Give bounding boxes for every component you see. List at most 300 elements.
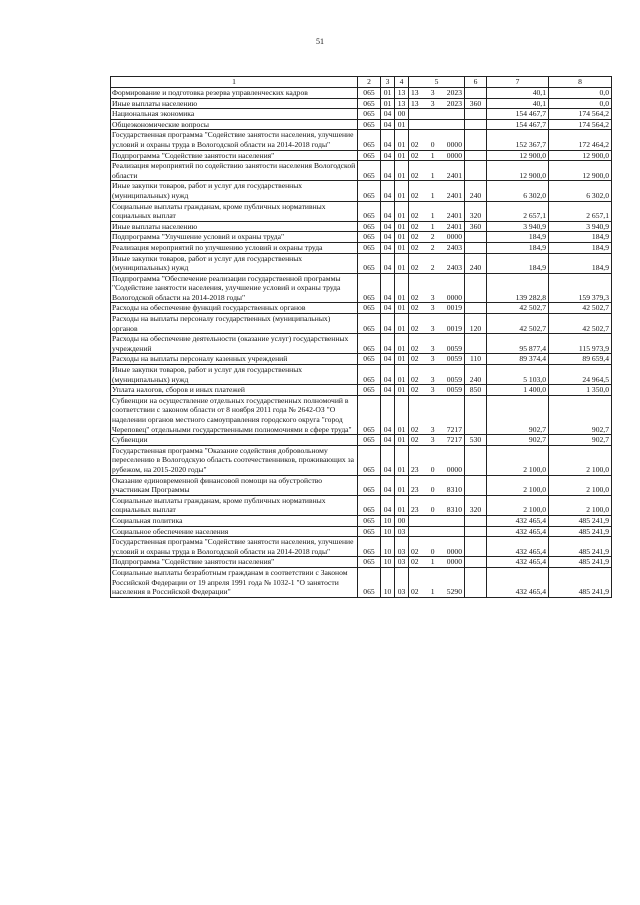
subsection-code: 01: [395, 385, 409, 396]
target-article-part: 1: [430, 211, 435, 221]
target-article-parts: [410, 88, 463, 98]
target-article-part: 0019: [446, 303, 462, 313]
table-row: [111, 253, 612, 273]
amount-year-1: 902,7: [487, 435, 549, 446]
row-name: Субвенции на осуществление отдельных государственных полномочий в соответствии с законом области от 8 ноября 2011 года № 2642-ОЗ "О наделении органов местного самоуправления городского округа "город Череповец" отдельными государственными полномочиями в сфере труда": [111, 395, 358, 434]
target-article-part: 02: [411, 303, 419, 313]
target-article-code: [409, 445, 465, 475]
target-article-parts: [410, 505, 463, 515]
target-article-part: 2: [430, 263, 435, 273]
grbs-code: 065: [358, 365, 381, 385]
table-row: [111, 365, 612, 385]
subsection-code: 01: [395, 435, 409, 446]
subsection-code: 01: [395, 181, 409, 201]
table-row: [111, 130, 612, 150]
amount-year-1: 12 900,0: [487, 150, 549, 161]
section-code: 04: [381, 395, 395, 434]
amount-year-2: 485 241,9: [549, 526, 612, 537]
grbs-code: 065: [358, 515, 381, 526]
subsection-code: 13: [395, 98, 409, 109]
expense-type-code: [465, 567, 487, 597]
target-article-parts: [410, 385, 463, 395]
amount-year-1: 40,1: [487, 98, 549, 109]
amount-year-1: 2 657,1: [487, 201, 549, 221]
amount-year-1: 152 367,7: [487, 130, 549, 150]
target-article-part: 0000: [446, 557, 462, 567]
row-name: Расходы на обеспечение функций государственных органов: [111, 303, 358, 314]
subsection-code: 01: [395, 314, 409, 334]
table-row: [111, 495, 612, 515]
target-article-part: 02: [411, 323, 419, 333]
section-code: 04: [381, 201, 395, 221]
target-article-code: [409, 201, 465, 221]
row-name: Социальные выплаты гражданам, кроме публичных нормативных социальных выплат: [111, 495, 358, 515]
target-article-part: 7217: [446, 435, 462, 445]
amount-year-2: 159 379,3: [549, 273, 612, 303]
expense-type-code: [465, 273, 487, 303]
grbs-code: 065: [358, 557, 381, 568]
expense-type-code: [465, 515, 487, 526]
target-article-part: 02: [411, 435, 419, 445]
section-code: 10: [381, 526, 395, 537]
target-article-part: 3: [430, 88, 435, 97]
amount-year-1: 432 465,4: [487, 537, 549, 557]
row-name: Национальная экономика: [111, 109, 358, 120]
target-article-part: 2401: [446, 221, 462, 231]
header-cell: 8: [549, 77, 612, 88]
target-article-part: 3: [430, 343, 435, 353]
target-article-code: [409, 365, 465, 385]
table-row: [111, 354, 612, 365]
grbs-code: 065: [358, 98, 381, 109]
amount-year-1: 5 103,0: [487, 365, 549, 385]
subsection-code: 01: [395, 303, 409, 314]
header-row: [111, 77, 612, 88]
target-article-part: 2: [430, 232, 435, 242]
table-row: [111, 526, 612, 537]
target-article-part: 02: [411, 150, 419, 160]
budget-table: [110, 76, 612, 598]
target-article-parts: [410, 140, 463, 150]
section-code: 04: [381, 475, 395, 495]
target-article-part: 02: [411, 221, 419, 231]
row-name: Подпрограмма "Обеспечение реализации государственной программы "Содействие занятости населения, улучшение условий и охраны труда Вологодской области на 2014-2018 годы": [111, 273, 358, 303]
amount-year-1: 2 100,0: [487, 445, 549, 475]
amount-year-1: 432 465,4: [487, 515, 549, 526]
target-article-part: 0: [430, 139, 435, 149]
target-article-part: 02: [411, 354, 419, 364]
target-article-part: 0: [430, 546, 435, 556]
target-article-part: 2: [430, 242, 435, 252]
target-article-parts: [410, 191, 463, 201]
target-article-part: 1: [430, 170, 435, 180]
target-article-part: 02: [411, 170, 419, 180]
grbs-code: 065: [358, 303, 381, 314]
grbs-code: 065: [358, 495, 381, 515]
amount-year-2: 184,9: [549, 253, 612, 273]
amount-year-1: 6 302,0: [487, 181, 549, 201]
subsection-code: 13: [395, 88, 409, 99]
target-article-part: 3: [430, 354, 435, 364]
grbs-code: 065: [358, 119, 381, 130]
expense-type-code: [465, 445, 487, 475]
table-row: [111, 537, 612, 557]
expense-type-code: [465, 526, 487, 537]
target-article-part: 0: [430, 464, 435, 474]
amount-year-1: 89 374,4: [487, 354, 549, 365]
table-row: [111, 221, 612, 232]
amount-year-2: 89 659,4: [549, 354, 612, 365]
target-article-code: [409, 385, 465, 396]
expense-type-code: 530: [465, 435, 487, 446]
amount-year-2: 184,9: [549, 232, 612, 243]
expense-type-code: 240: [465, 253, 487, 273]
expense-type-code: 320: [465, 201, 487, 221]
target-article-part: 2401: [446, 190, 462, 200]
target-article-part: 1: [430, 557, 435, 567]
row-name: Государственная программа "Содействие занятости населения, улучшение условий и охраны труда в Вологодской области на 2014-2018 годы": [111, 537, 358, 557]
expense-type-code: 110: [465, 354, 487, 365]
amount-year-1: 2 100,0: [487, 475, 549, 495]
target-article-part: 0000: [446, 546, 462, 556]
table-row: [111, 232, 612, 243]
grbs-code: 065: [358, 130, 381, 150]
expense-type-code: [465, 395, 487, 434]
expense-type-code: [465, 232, 487, 243]
section-code: 04: [381, 253, 395, 273]
amount-year-1: 95 877,4: [487, 334, 549, 354]
target-article-parts: [410, 354, 463, 364]
target-article-part: 02: [411, 385, 419, 395]
target-article-part: 02: [411, 557, 419, 567]
target-article-code: [409, 150, 465, 161]
row-name: Расходы на обеспечение деятельности (оказание услуг) государственных учреждений: [111, 334, 358, 354]
target-article-parts: [410, 232, 463, 242]
target-article-part: 1: [430, 190, 435, 200]
target-article-code: [409, 181, 465, 201]
row-name: Иные закупки товаров, работ и услуг для государственных (муниципальных) нужд: [111, 365, 358, 385]
section-code: 04: [381, 130, 395, 150]
row-name: Иные закупки товаров, работ и услуг для государственных (муниципальных) нужд: [111, 253, 358, 273]
target-article-parts: [410, 151, 463, 161]
grbs-code: 065: [358, 181, 381, 201]
target-article-parts: [410, 171, 463, 181]
target-article-part: 0000: [446, 232, 462, 242]
grbs-code: 065: [358, 314, 381, 334]
row-name: Расходы на выплаты персоналу казенных учреждений: [111, 354, 358, 365]
amount-year-2: 42 502,7: [549, 314, 612, 334]
amount-year-1: 184,9: [487, 242, 549, 253]
amount-year-1: 902,7: [487, 395, 549, 434]
target-article-part: 23: [411, 464, 419, 474]
amount-year-2: 42 502,7: [549, 303, 612, 314]
row-name: Подпрограмма "Содействие занятости населения": [111, 150, 358, 161]
section-code: 04: [381, 435, 395, 446]
section-code: 04: [381, 119, 395, 130]
grbs-code: 065: [358, 150, 381, 161]
grbs-code: 065: [358, 526, 381, 537]
target-article-part: 02: [411, 343, 419, 353]
target-article-part: 1: [430, 150, 435, 160]
subsection-code: 00: [395, 515, 409, 526]
amount-year-2: 902,7: [549, 395, 612, 434]
target-article-part: 7217: [446, 424, 462, 434]
table-row: [111, 150, 612, 161]
target-article-part: 02: [411, 546, 419, 556]
amount-year-1: 3 940,9: [487, 221, 549, 232]
grbs-code: 065: [358, 201, 381, 221]
subsection-code: 01: [395, 232, 409, 243]
section-code: 04: [381, 495, 395, 515]
target-article-parts: [410, 222, 463, 232]
subsection-code: 01: [395, 445, 409, 475]
grbs-code: 065: [358, 395, 381, 434]
subsection-code: 01: [395, 119, 409, 130]
amount-year-2: 1 350,0: [549, 385, 612, 396]
subsection-code: 01: [395, 395, 409, 434]
expense-type-code: 360: [465, 98, 487, 109]
table-row: [111, 303, 612, 314]
grbs-code: 065: [358, 109, 381, 120]
target-article-part: 02: [411, 232, 419, 242]
amount-year-1: 139 282,8: [487, 273, 549, 303]
section-code: 04: [381, 242, 395, 253]
expense-type-code: [465, 334, 487, 354]
subsection-code: 01: [395, 130, 409, 150]
section-code: 04: [381, 365, 395, 385]
target-article-code: [409, 303, 465, 314]
amount-year-1: 42 502,7: [487, 314, 549, 334]
section-code: 10: [381, 515, 395, 526]
target-article-code: [409, 273, 465, 303]
table-row: [111, 88, 612, 99]
target-article-code: [409, 232, 465, 243]
subsection-code: 01: [395, 161, 409, 181]
header-cell: 1: [111, 77, 358, 88]
grbs-code: 065: [358, 385, 381, 396]
target-article-part: 3: [430, 98, 435, 108]
target-article-code: [409, 221, 465, 232]
target-article-parts: [410, 375, 463, 385]
target-article-code: [409, 253, 465, 273]
target-article-part: 0059: [446, 354, 462, 364]
table-body: [111, 77, 612, 598]
section-code: 04: [381, 314, 395, 334]
expense-type-code: [465, 557, 487, 568]
section-code: 10: [381, 557, 395, 568]
target-article-part: 2403: [446, 263, 462, 273]
amount-year-2: 174 564,2: [549, 109, 612, 120]
grbs-code: 065: [358, 334, 381, 354]
target-article-part: 0000: [446, 139, 462, 149]
target-article-code: [409, 88, 465, 99]
target-article-code: [409, 537, 465, 557]
target-article-part: 8310: [446, 485, 462, 495]
target-article-part: 0: [430, 505, 435, 515]
table-row: [111, 567, 612, 597]
expense-type-code: [465, 130, 487, 150]
target-article-part: 02: [411, 211, 419, 221]
amount-year-2: 24 964,5: [549, 365, 612, 385]
target-article-code: [409, 119, 465, 130]
target-article-code: [409, 567, 465, 597]
table-row: [111, 98, 612, 109]
amount-year-2: 3 940,9: [549, 221, 612, 232]
subsection-code: 01: [395, 495, 409, 515]
row-name: Формирование и подготовка резерва управленческих кадров: [111, 88, 358, 99]
grbs-code: 065: [358, 253, 381, 273]
target-article-code: [409, 495, 465, 515]
row-name: Социальные выплаты гражданам, кроме публичных нормативных социальных выплат: [111, 201, 358, 221]
target-article-code: [409, 354, 465, 365]
grbs-code: 065: [358, 273, 381, 303]
amount-year-2: 2 100,0: [549, 475, 612, 495]
row-name: Подпрограмма "Улучшение условий и охраны труда": [111, 232, 358, 243]
target-article-parts: [410, 547, 463, 557]
table-row: [111, 314, 612, 334]
table-row: [111, 119, 612, 130]
row-name: Субвенции: [111, 435, 358, 446]
expense-type-code: [465, 88, 487, 99]
section-code: 04: [381, 445, 395, 475]
amount-year-2: 2 100,0: [549, 495, 612, 515]
amount-year-1: 184,9: [487, 232, 549, 243]
target-article-parts: [410, 303, 463, 313]
amount-year-1: 432 465,4: [487, 557, 549, 568]
amount-year-1: 40,1: [487, 88, 549, 99]
target-article-part: 23: [411, 485, 419, 495]
subsection-code: 01: [395, 365, 409, 385]
target-article-part: 13: [411, 98, 419, 108]
amount-year-1: 2 100,0: [487, 495, 549, 515]
target-article-code: [409, 161, 465, 181]
row-name: Иные выплаты населению: [111, 98, 358, 109]
target-article-parts: [410, 587, 463, 597]
grbs-code: 065: [358, 567, 381, 597]
target-article-part: 02: [411, 263, 419, 273]
amount-year-1: 154 467,7: [487, 119, 549, 130]
target-article-part: 3: [430, 424, 435, 434]
subsection-code: 01: [395, 354, 409, 365]
target-article-part: 3: [430, 435, 435, 445]
subsection-code: 03: [395, 557, 409, 568]
amount-year-2: 485 241,9: [549, 557, 612, 568]
target-article-parts: [410, 485, 463, 495]
target-article-code: [409, 109, 465, 120]
amount-year-2: 0,0: [549, 98, 612, 109]
target-article-part: 0019: [446, 323, 462, 333]
amount-year-2: 485 241,9: [549, 515, 612, 526]
subsection-code: 03: [395, 537, 409, 557]
amount-year-2: 902,7: [549, 435, 612, 446]
target-article-code: [409, 435, 465, 446]
subsection-code: 03: [395, 526, 409, 537]
row-name: Подпрограмма "Содействие занятости населения": [111, 557, 358, 568]
grbs-code: 065: [358, 232, 381, 243]
grbs-code: 065: [358, 354, 381, 365]
page-number: 51: [316, 37, 324, 46]
expense-type-code: [465, 150, 487, 161]
table-row: [111, 445, 612, 475]
amount-year-2: 485 241,9: [549, 537, 612, 557]
grbs-code: 065: [358, 435, 381, 446]
target-article-parts: [410, 211, 463, 221]
expense-type-code: 240: [465, 365, 487, 385]
table-row: [111, 515, 612, 526]
expense-type-code: 360: [465, 221, 487, 232]
amount-year-2: 0,0: [549, 88, 612, 99]
target-article-parts: [410, 557, 463, 567]
section-code: 01: [381, 98, 395, 109]
target-article-part: 0059: [446, 374, 462, 384]
target-article-part: 3: [430, 385, 435, 395]
expense-type-code: [465, 109, 487, 120]
target-article-part: 8310: [446, 505, 462, 515]
target-article-part: 13: [411, 88, 419, 97]
target-article-parts: [410, 344, 463, 354]
target-article-part: 2401: [446, 170, 462, 180]
target-article-part: 2023: [446, 88, 462, 97]
section-code: 10: [381, 537, 395, 557]
section-code: 04: [381, 303, 395, 314]
subsection-code: 03: [395, 567, 409, 597]
subsection-code: 01: [395, 334, 409, 354]
target-article-parts: [410, 324, 463, 334]
table-row: [111, 201, 612, 221]
row-name: Социальное обеспечение населения: [111, 526, 358, 537]
target-article-code: [409, 395, 465, 434]
section-code: 04: [381, 161, 395, 181]
target-article-part: 02: [411, 424, 419, 434]
target-article-part: 3: [430, 323, 435, 333]
header-cell: 5: [409, 77, 465, 88]
target-article-code: [409, 515, 465, 526]
section-code: 04: [381, 181, 395, 201]
expense-type-code: 850: [465, 385, 487, 396]
target-article-part: 0000: [446, 292, 462, 302]
header-cell: 4: [395, 77, 409, 88]
amount-year-1: 432 465,4: [487, 526, 549, 537]
amount-year-1: 432 465,4: [487, 567, 549, 597]
target-article-part: 0: [430, 485, 435, 495]
target-article-part: 02: [411, 139, 419, 149]
target-article-code: [409, 130, 465, 150]
expense-type-code: [465, 537, 487, 557]
target-article-code: [409, 334, 465, 354]
expense-type-code: 240: [465, 181, 487, 201]
row-name: Общеэкономические вопросы: [111, 119, 358, 130]
amount-year-2: 2 657,1: [549, 201, 612, 221]
target-article-code: [409, 314, 465, 334]
subsection-code: 01: [395, 242, 409, 253]
amount-year-1: 154 467,7: [487, 109, 549, 120]
target-article-part: 02: [411, 242, 419, 252]
table-row: [111, 242, 612, 253]
amount-year-2: 115 973,9: [549, 334, 612, 354]
table-row: [111, 161, 612, 181]
target-article-parts: [410, 263, 463, 273]
table-row: [111, 435, 612, 446]
section-code: 10: [381, 567, 395, 597]
row-name: Социальные выплаты безработным гражданам в соответствии с Законом Российской Федерации от 19 апреля 1991 года № 1032-1 "О занятости населения в Российской Федерации": [111, 567, 358, 597]
section-code: 04: [381, 334, 395, 354]
row-name: Реализация мероприятий по улучшению условий и охраны труда: [111, 242, 358, 253]
target-article-part: 23: [411, 505, 419, 515]
subsection-code: 00: [395, 109, 409, 120]
section-code: 04: [381, 385, 395, 396]
target-article-part: 5290: [446, 587, 462, 597]
table-row: [111, 557, 612, 568]
